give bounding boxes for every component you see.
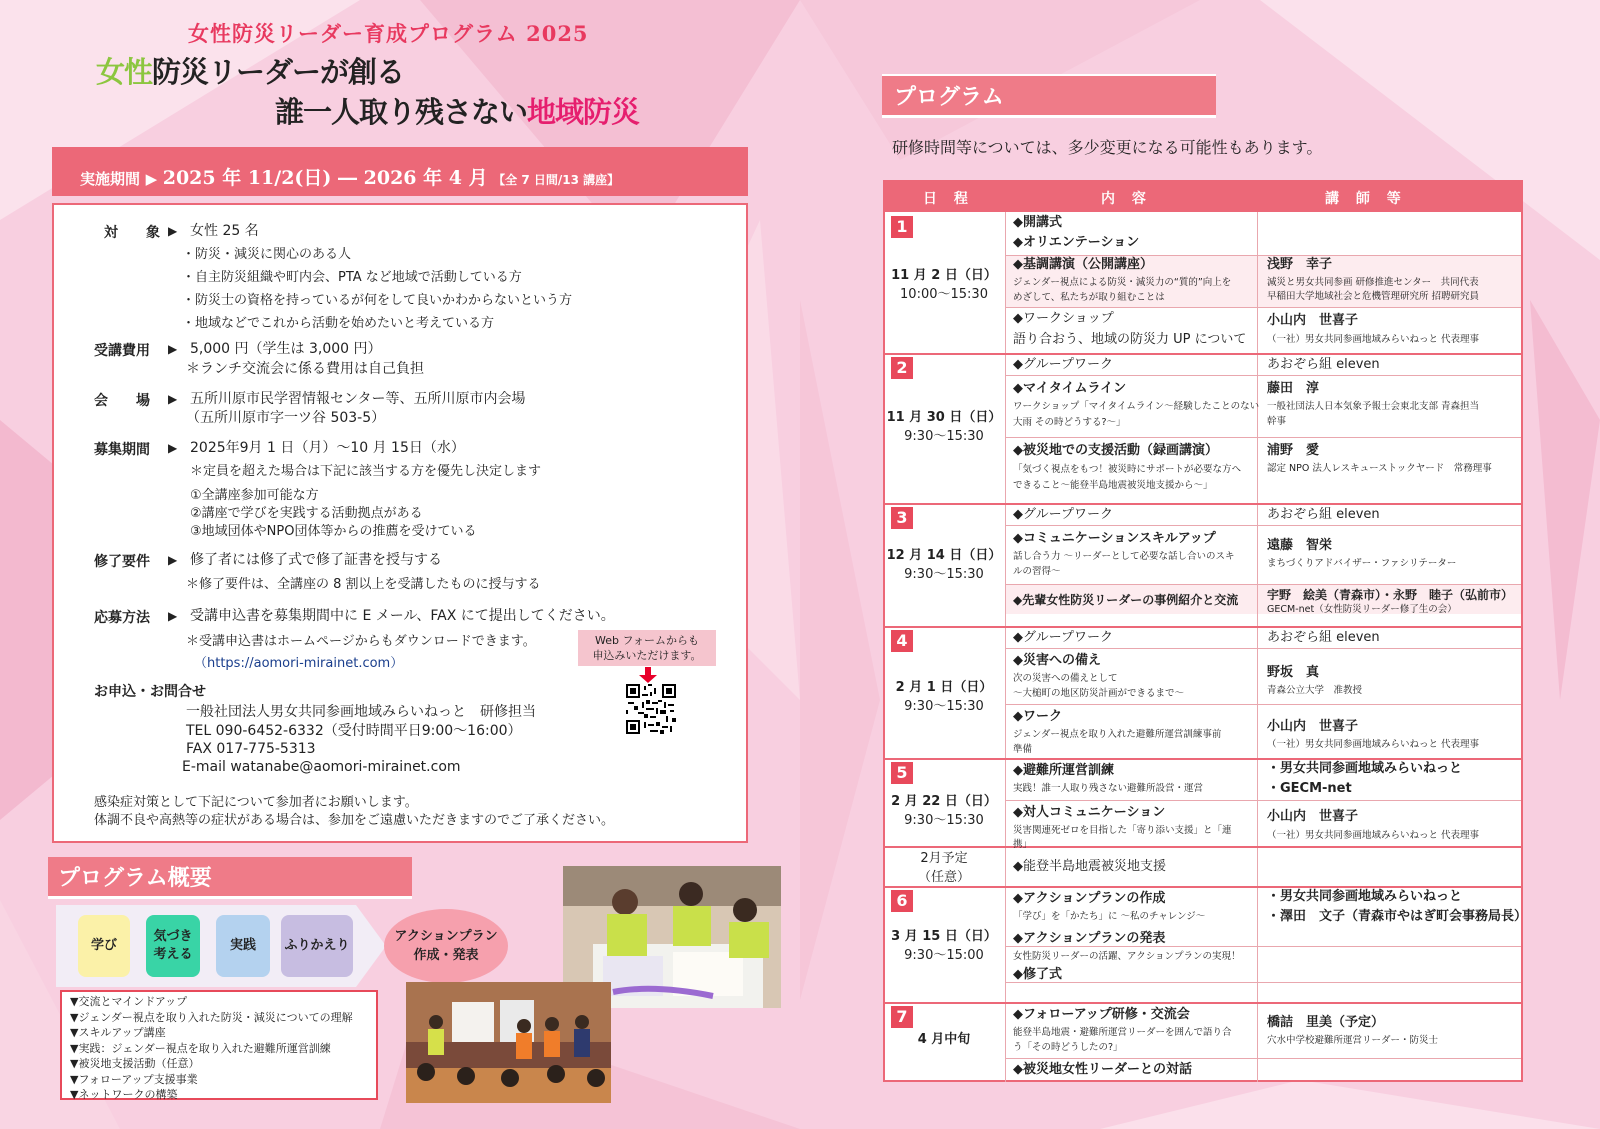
completion-label: 修了要件	[94, 554, 150, 570]
content-item: ◆グループワーク	[1013, 630, 1113, 645]
arrow-icon: ▶	[168, 392, 178, 406]
program-note: 研修時間等については、多少変更になる可能性もあります。	[892, 138, 1323, 157]
session-divider	[885, 1002, 1521, 1004]
lecturer-name: 遠藤 智栄	[1267, 538, 1333, 553]
session-date: 11 月 2 日（日） 10:00～15:30	[891, 268, 997, 302]
target-item: ・防災士の資格を持っているが何をして良いかわからないという方	[182, 293, 573, 308]
target-item: ・自主防災組織や町内会、PTA など地域で活動している方	[182, 270, 522, 285]
column-divider	[1005, 212, 1006, 1082]
lecturer-name: 宇野 絵美（青森市）・永野 睦子（弘前市）	[1267, 588, 1514, 602]
arrow-icon: ▶	[168, 441, 178, 455]
list-item: ▼実践：ジェンダー視点を取り入れた避難所運営訓練	[70, 1041, 331, 1055]
list-item: ▼フォローアップ支援事業	[70, 1072, 198, 1086]
list-item: ▼被災地支援活動（任意）	[70, 1057, 200, 1070]
content-detail: 女性防災リーダーの活躍、アクションプランの実現！	[1013, 951, 1241, 962]
content-detail: 次の災害への備えとして	[1013, 673, 1118, 684]
content-item: ◆先輩女性防災リーダーの事例紹介と交流	[1013, 593, 1239, 607]
step-notice: 気づき 考える	[146, 915, 200, 977]
catch-pink-text: 地域防災	[527, 95, 640, 129]
session-number: 3	[891, 507, 913, 529]
content-detail: 語り合おう、地域の防災力 UP について	[1013, 332, 1247, 347]
column-header-date: 日 程	[923, 191, 974, 207]
contact-org: 一般社団法人男女共同参画地域みらいねっと 研修担当	[186, 704, 536, 720]
arrow-icon: ▶	[168, 342, 178, 356]
list-item: ▼交流とマインドアップ	[70, 995, 188, 1008]
recruit-item: ②講座で学びを実践する活動拠点がある	[190, 506, 423, 521]
period-banner	[52, 147, 748, 196]
row-divider	[1005, 704, 1521, 705]
web-form-note-line: 申込みいただけます。	[592, 649, 702, 662]
contact-fax: FAX 017-775-5313	[186, 741, 316, 757]
content-detail: 災害関連死ゼロを目指した「寄り添い支援」と「連	[1013, 825, 1232, 836]
content-detail: 「気づく視点をもつ！被災時にサポートが必要な方へ	[1013, 464, 1242, 475]
lecturer-title: 一般社団法人日本気象予報士会東北支部 青森担当	[1267, 401, 1480, 412]
presentation-photo	[406, 982, 611, 1103]
content-detail: う「その時どうしたの?」	[1013, 1042, 1123, 1053]
lecturer-name: ・男女共同参画地域みらいねっと	[1267, 761, 1463, 776]
homepage-link[interactable]: （https://aomori-mirainet.com）	[194, 656, 404, 671]
content-detail: めざして、私たちが取り組むことは	[1013, 292, 1165, 303]
content-detail: 話し合う力 ～リーダーとして必要な話し合いのスキ	[1013, 551, 1235, 562]
session-number: 4	[891, 630, 913, 652]
content-item: ◆オリエンテーション	[1013, 235, 1140, 250]
fee-value: 5,000 円（学生は 3,000 円）	[190, 341, 382, 357]
content-item: ◆コミュニケーションスキルアップ	[1013, 531, 1216, 546]
session-date: 3 月 15 日（日） 9:30～15:00	[891, 929, 997, 963]
catch-green-text: 女性	[96, 55, 153, 89]
session-date: 12 月 14 日（日） 9:30～15:30	[886, 548, 1002, 582]
lecturer-name: ・澤田 文子（青森市やはぎ町会事務局長）	[1267, 909, 1528, 924]
content-item: ◆フォローアップ研修・交流会	[1013, 1007, 1190, 1022]
apply-label: 応募方法	[94, 610, 150, 626]
column-header-lecturer: 講 師 等	[1325, 191, 1407, 207]
lecturer-name: 野坂 真	[1267, 665, 1320, 680]
catch-text: 誰一人取り残さない	[275, 95, 528, 129]
venue-label: 会 場	[94, 393, 150, 409]
content-item: ◆アクションプランの発表	[1013, 931, 1166, 946]
venue-value: 五所川原市民学習情報センター等、五所川原市内会場	[190, 391, 526, 407]
row-divider	[1005, 525, 1521, 526]
session-date: 4 月中旬	[917, 1032, 971, 1047]
period-label: 実施期間	[80, 170, 141, 188]
recruit-value: 2025年9月 1 日（月）～10 月 15日（水）	[190, 440, 465, 456]
arrow-icon: ▶	[168, 224, 178, 238]
venue-address: （五所川原市字一ツ谷 503-5）	[186, 410, 386, 426]
lecturer-title: （一社）男女共同参画地域みらいねっと 代表理事	[1267, 334, 1480, 345]
lecturer-name: 浦野 愛	[1267, 443, 1320, 458]
period-dates: 2025 年 11/2(日) ― 2026 年 4 月	[162, 167, 488, 189]
session-number: 6	[891, 890, 913, 912]
row-divider	[1005, 1058, 1521, 1059]
content-detail: 実践！誰一人取り残さない避難所設営・運営	[1013, 783, 1204, 794]
lecturer-title: 幹事	[1267, 416, 1287, 427]
session-divider	[885, 846, 1521, 848]
step-reflect: ふりかえり	[281, 915, 353, 977]
lecturer-name: 小山内 世喜子	[1267, 313, 1359, 328]
overview-list	[60, 990, 378, 1100]
content-item: ◆被災地での支援活動（録画講演）	[1013, 443, 1218, 458]
content-item: ◆グループワーク	[1013, 357, 1113, 372]
content-detail: できること～能登半島地震被災地支援から～」	[1013, 480, 1213, 491]
lecturer-title: （一社）男女共同参画地域みらいねっと 代表理事	[1267, 739, 1480, 750]
column-header-content: 内 容	[1101, 191, 1152, 207]
content-item: ◆災害への備え	[1013, 653, 1101, 668]
content-detail: 「学び」を「かたち」に ～私のチャレンジ～	[1013, 911, 1206, 922]
contact-tel: TEL 090-6452-6332（受付時間平日9:00～16:00）	[186, 723, 522, 739]
row-divider	[1005, 307, 1521, 308]
content-item: ◆ワーク	[1013, 709, 1062, 724]
column-divider	[1257, 212, 1258, 1082]
lecturer-title: GECM-net（女性防災リーダー修了生の会）	[1267, 604, 1457, 615]
list-item: ▼スキルアップ講座	[70, 1026, 166, 1039]
lecturer-title: 減災と男女共同参画 研修推進センター 共同代表	[1267, 277, 1479, 288]
content-item: ◆ワークショップ	[1013, 311, 1114, 326]
web-form-note	[578, 630, 716, 666]
lecturer-name: 浅野 幸子	[1267, 257, 1333, 272]
program-series-title: 女性防災リーダー育成プログラム 2025	[188, 21, 589, 46]
session-number: 5	[891, 762, 913, 784]
content-detail: ルの習得～	[1013, 566, 1061, 577]
row-divider	[1005, 584, 1521, 585]
target-item: ・地域などでこれから活動を始めたいと考えている方	[182, 316, 495, 331]
row-divider	[1005, 648, 1521, 649]
contact-email[interactable]: E-mail watanabe@aomori-mirainet.com	[182, 759, 461, 775]
session-date: 2 月 1 日（日） 9:30～15:30	[895, 680, 993, 714]
lecturer-title: （一社）男女共同参画地域みらいねっと 代表理事	[1267, 830, 1480, 841]
recruit-label: 募集期間	[94, 442, 150, 458]
completion-value: 修了者には修了式で修了証書を授与する	[190, 552, 442, 568]
session-date: 11 月 30 日（日） 9:30～15:30	[886, 410, 1002, 444]
completion-note: ＊修了要件は、全講座の 8 割以上を受講したものに授与する	[186, 577, 541, 592]
recruit-item: ③地域団体やNPO団体等からの推薦を受けている	[190, 524, 477, 539]
content-item: ◆グループワーク	[1013, 507, 1113, 522]
step-learn: 学び	[78, 915, 130, 977]
lecturer-title: 認定 NPO 法人レスキューストックヤード 常務理事	[1267, 463, 1492, 474]
lecturer-title: まちづくりアドバイザー・ファシリテーター	[1267, 558, 1457, 569]
content-item: ◆被災地女性リーダーとの対話	[1013, 1062, 1192, 1077]
session-date: 2 月 22 日（日） 9:30～15:30	[891, 794, 997, 828]
content-item: ◆アクションプランの作成	[1013, 891, 1166, 906]
overview-title: プログラム概要	[48, 857, 412, 899]
catch-text: 防災リーダーが創る	[152, 55, 405, 89]
row-divider	[1005, 982, 1521, 983]
program-table	[883, 212, 1528, 1082]
lecturer-name: ・男女共同参画地域みらいねっと	[1267, 889, 1463, 904]
apply-note: ＊受講申込書はホームページからもダウンロードできます。	[186, 634, 536, 649]
content-item: ◆修了式	[1013, 967, 1062, 982]
down-arrow-icon	[639, 675, 657, 683]
recruit-note: ＊定員を超えた場合は下記に該当する方を優先し決定します	[190, 464, 542, 479]
catchphrase-line-1	[96, 50, 404, 91]
content-detail: 携」	[1013, 839, 1033, 850]
session-number: 1	[891, 216, 913, 238]
row-divider	[1005, 437, 1521, 438]
content-detail: 大雨 その時どうする?～」	[1013, 417, 1126, 428]
content-item: ◆開講式	[1013, 215, 1062, 230]
session-number: 2	[891, 357, 913, 379]
lecturer-title: 青森公立大学 准教授	[1267, 685, 1363, 696]
lecturer-name: あおぞら組 eleven	[1267, 507, 1380, 522]
table-header	[883, 180, 1523, 212]
arrow-icon: ▶	[168, 609, 178, 623]
content-item: ◆対人コミュニケーション	[1013, 805, 1166, 820]
content-detail: ～大槌町の地区防災計画ができるまで～	[1013, 688, 1185, 699]
content-item: ◆マイタイムライン	[1013, 381, 1127, 396]
content-detail: ジェンダー視点による防災・減災力の“質的”向上を	[1013, 277, 1232, 288]
list-item: ▼ネットワークの構築	[70, 1088, 178, 1101]
lecturer-name: ・GECM-net	[1267, 781, 1352, 796]
target-label: 対 象	[104, 225, 160, 241]
session-divider	[885, 503, 1521, 505]
arrow-icon: ▶	[145, 170, 158, 188]
flow-arrow-icon	[356, 905, 386, 987]
lecturer-title: 早稲田大学地域社会と危機管理研究所 招聘研究員	[1267, 291, 1480, 302]
notice-text: 体調不良や高熱等の症状がある場合は、参加をご遠慮いただきますのでご了承ください。	[94, 813, 615, 828]
apply-value: 受講申込書を募集期間中に E メール、FAX にて提出してください。	[190, 608, 615, 624]
lecturer-title: 穴水中学校避難所運営リーダー・防災士	[1267, 1035, 1439, 1046]
notice-text: 感染症対策として下記について参加者にお願いします。	[94, 795, 418, 810]
row-divider	[1005, 800, 1521, 801]
content-detail: 能登半島地震・避難所運営リーダーを囲んで語り合	[1013, 1027, 1232, 1038]
fee-note: ＊ランチ交流会に係る費用は自己負担	[186, 361, 424, 377]
recruit-item: ①全講座参加可能な方	[190, 488, 319, 503]
action-plan-badge: アクションプラン 作成・発表	[384, 909, 508, 983]
arrow-icon: ▶	[168, 553, 178, 567]
content-item: ◆避難所運営訓練	[1013, 763, 1114, 778]
content-detail: ワークショップ「マイタイムライン～経験したことのない	[1013, 401, 1260, 412]
content-detail: 準備	[1013, 744, 1033, 755]
row-divider	[1005, 375, 1521, 376]
web-form-note-line: Web フォームからも	[595, 634, 699, 647]
lecturer-name: 小山内 世喜子	[1267, 809, 1359, 824]
list-item: ▼ジェンダー視点を取り入れた防災・減災についての理解	[70, 1010, 353, 1024]
lecturer-name: あおぞら組 eleven	[1267, 357, 1380, 372]
lecturer-name: 小山内 世喜子	[1267, 719, 1359, 734]
content-item: ◆基調講演（公開講座）	[1013, 257, 1153, 272]
lecturer-name: あおぞら組 eleven	[1267, 630, 1380, 645]
step-practice: 実践	[216, 915, 270, 977]
lecturer-name: 藤田 淳	[1267, 381, 1320, 396]
session-date: 2月予定 （任意）	[917, 851, 970, 885]
session-number: 7	[891, 1006, 913, 1028]
qr-code[interactable]	[626, 684, 676, 734]
contact-label: お申込・お問合せ	[94, 684, 206, 700]
target-item: ・防災・減災に関心のある人	[182, 247, 352, 262]
session-divider	[885, 626, 1521, 628]
lecturer-name: 橋詰 里美（予定）	[1267, 1015, 1385, 1030]
fee-label: 受講費用	[94, 343, 150, 359]
target-value: 女性 25 名	[190, 223, 259, 239]
program-title: プログラム	[882, 74, 1216, 118]
content-item: ◆能登半島地震被災地支援	[1013, 859, 1166, 874]
period-note: 【全 7 日間/13 講座】	[493, 173, 620, 187]
session-divider	[885, 353, 1521, 355]
content-detail: ジェンダー視点を取り入れた避難所運営訓練事前	[1013, 729, 1222, 740]
catchphrase-line-2	[275, 90, 639, 131]
